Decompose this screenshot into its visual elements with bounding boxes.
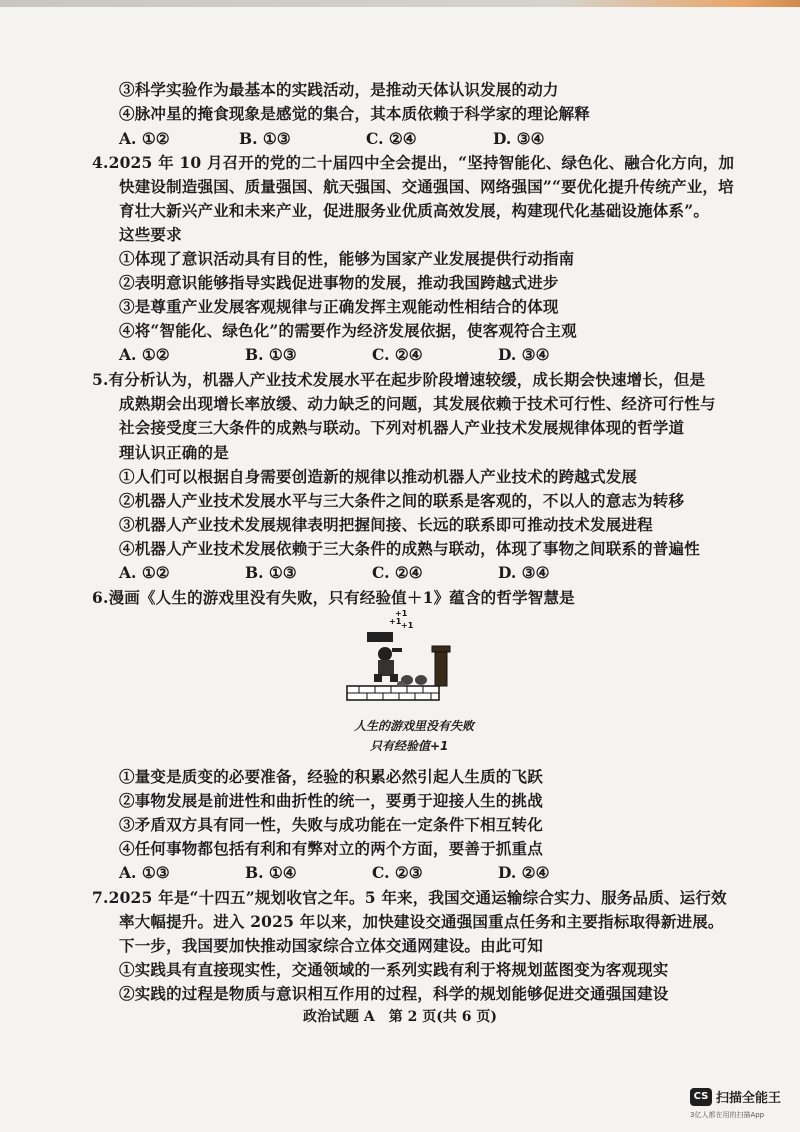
q4-statement-4: ④将“智能化、绿色化”的需要作为经济发展依据，使客观符合主观 — [119, 321, 577, 340]
q4-stem-line: 4.2025 年 10 月召开的党的二十届四中全会提出，“坚持智能化、绿色化、融合化方向，加 — [92, 153, 735, 172]
page-footer: 政治试题 A 第 2 页(共 6 页) — [303, 1009, 497, 1025]
q4-stem-line: 快建设制造强国、质量强国、航天强国、交通强国、网络强国”“要优化提升传统产业，培 — [119, 177, 734, 196]
q7-statement-2: ②实践的过程是物质与意识相互作用的过程，科学的规划能够促进交通强国建设 — [119, 984, 669, 1003]
scanner-app-name: 扫描全能王 — [716, 1091, 782, 1106]
q5-statement-2: ②机器人产业技术发展水平与三大条件之间的联系是客观的，不以人的意志为转移 — [119, 491, 685, 510]
plus-one-mark: +1 — [401, 621, 414, 630]
q6-option-c: C. ②③ — [372, 863, 423, 882]
q3-option-b: B. ①③ — [239, 129, 291, 148]
q6-option-b: B. ①④ — [245, 863, 297, 882]
q5-option-d: D. ③④ — [498, 563, 550, 582]
q6-option-a: A. ①③ — [119, 863, 170, 882]
q3-option-c: C. ②④ — [366, 129, 417, 148]
plus-one-mark: +1 — [389, 617, 402, 626]
q5-stem-line: 理认识正确的是 — [119, 443, 229, 462]
q5-option-c: C. ②④ — [372, 563, 423, 582]
q4-statement-2: ②表明意识能够指导实践促进事物的发展，推动我国跨越式进步 — [119, 273, 559, 292]
q4-option-a: A. ①② — [119, 345, 170, 364]
q3-statement-3: ③科学实验作为最基本的实践活动，是推动天体认识发展的动力 — [119, 80, 559, 99]
scanner-tagline: 3亿人都在用的扫描App — [690, 1111, 765, 1119]
q6-statement-2: ②事物发展是前进性和曲折性的统一，要勇于迎接人生的挑战 — [119, 791, 543, 810]
q4-option-d: D. ③④ — [498, 345, 550, 364]
q4-statement-1: ①体现了意识活动具有目的性，能够为国家产业发展提供行动指南 — [119, 249, 575, 268]
q4-option-c: C. ②④ — [372, 345, 423, 364]
q7-stem-line: 下一步，我国要加快推动国家综合立体交通网建设。由此可知 — [119, 936, 543, 955]
scanner-watermark — [690, 1088, 794, 1124]
q3-statement-4: ④脉冲星的掩食现象是感觉的集合，其本质依赖于科学家的理论解释 — [119, 104, 591, 123]
q6-statement-1: ①量变是质变的必要准备，经验的积累必然引起人生质的飞跃 — [119, 767, 543, 786]
q4-statement-3: ③是尊重产业发展客观规律与正确发挥主观能动性相结合的体现 — [119, 297, 559, 316]
q4-stem-line: 育壮大新兴产业和未来产业，促进服务业优质高效发展，构建现代化基础设施体系”。 — [119, 201, 710, 220]
q6-stem: 6.漫画《人生的游戏里没有失败，只有经验值＋1》蕴含的哲学智慧是 — [92, 588, 575, 607]
q3-option-d: D. ③④ — [493, 129, 545, 148]
q5-stem-line: 社会接受度三大条件的成熟与联动。下列对机器人产业技术发展规律体现的哲学道 — [119, 418, 685, 437]
q5-option-b: B. ①③ — [245, 563, 297, 582]
q6-option-d: D. ②④ — [498, 863, 550, 882]
q5-statement-4: ④机器人产业技术发展依赖于三大条件的成熟与联动，体现了事物之间联系的普遍性 — [119, 539, 700, 558]
q6-statement-4: ④任何事物都包括有利和有弊对立的两个方面，要善于抓重点 — [119, 839, 543, 858]
q5-option-a: A. ①② — [119, 563, 170, 582]
q4-option-b: B. ①③ — [245, 345, 297, 364]
comic-caption-2: 只有经验值+1 — [370, 739, 449, 753]
q5-statement-1: ①人们可以根据自身需要创造新的规律以推动机器人产业技术的跨越式发展 — [119, 467, 638, 486]
scanner-logo-icon: CS — [690, 1088, 712, 1106]
q4-stem-line: 这些要求 — [119, 225, 182, 244]
q7-statement-1: ①实践具有直接现实性，交通领域的一系列实践有利于将规划蓝图变为客观现实 — [119, 960, 669, 979]
q7-stem-line: 7.2025 年是“十四五”规划收官之年。5 年来，我国交通运输综合实力、服务品质、运行效 — [92, 888, 727, 907]
q6-statement-3: ③矛盾双方具有同一性，失败与成功能在一定条件下相互转化 — [119, 815, 543, 834]
q7-stem-line: 率大幅提升。进入 2025 年以来，加快建设交通强国重点任务和主要指标取得新进展。 — [119, 912, 724, 931]
q5-stem-line: 成熟期会出现增长率放缓、动力缺乏的问题，其发展依赖于技术可行性、经济可行性与 — [119, 394, 716, 413]
q5-stem-line: 5.有分析认为，机器人产业技术发展水平在起步阶段增速较缓，成长期会快速增长，但是 — [92, 370, 706, 389]
plus-one-mark: +1 — [395, 609, 408, 618]
comic-illustration — [345, 602, 457, 704]
q3-option-a: A. ①② — [119, 129, 170, 148]
comic-caption-1: 人生的游戏里没有失败 — [354, 719, 475, 733]
q5-statement-3: ③机器人产业技术发展规律表明把握间接、长远的联系即可推动技术发展进程 — [119, 515, 653, 534]
